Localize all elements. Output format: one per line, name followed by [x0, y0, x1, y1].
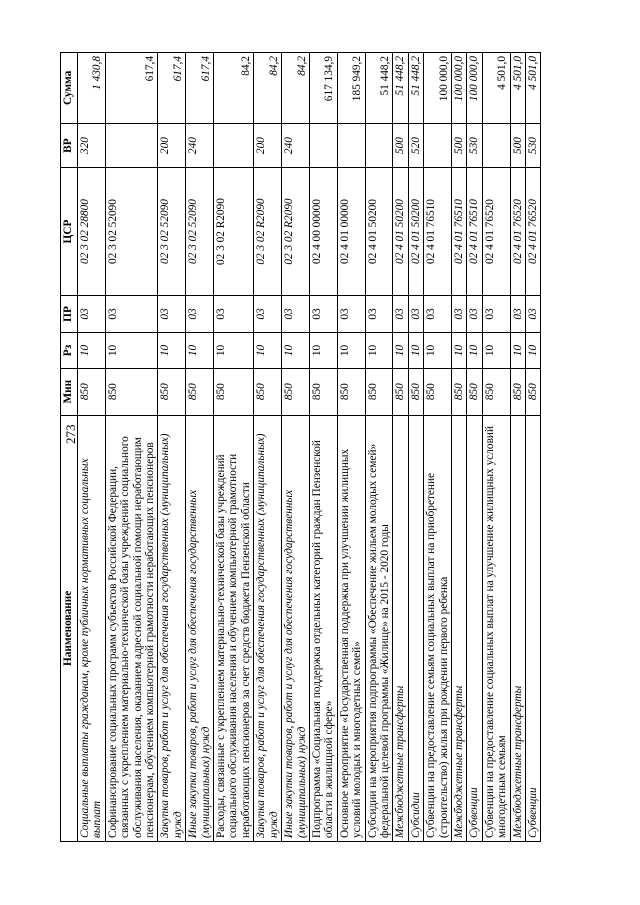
cell-pr: 03 — [105, 295, 158, 333]
cell-pr: 03 — [451, 295, 466, 333]
table-row — [424, 53, 452, 842]
cell-name: Подпрограмма «Социальная поддержка отдельных категорий граждан Пензенской области в жилищной сфере» — [309, 415, 337, 841]
cell-pr: 03 — [408, 295, 423, 333]
table-row — [186, 53, 214, 842]
header-rz: Рз — [61, 333, 78, 368]
cell-sum: 4 501,0 — [482, 53, 510, 124]
cell-name: Субвенции — [526, 415, 541, 841]
cell-rz: 10 — [451, 333, 466, 368]
cell-vr: 240 — [186, 123, 214, 168]
cell-pr: 03 — [526, 295, 541, 333]
cell-min: 850 — [482, 368, 510, 415]
cell-vr — [105, 123, 158, 168]
cell-sum: 617,4 — [105, 53, 158, 124]
cell-vr: 530 — [467, 123, 482, 168]
cell-rz: 10 — [510, 333, 525, 368]
cell-sum: 100 000,0 — [451, 53, 466, 124]
header-vr: ВР — [61, 123, 78, 168]
cell-pr: 03 — [186, 295, 214, 333]
cell-vr: 240 — [282, 123, 310, 168]
cell-pr: 03 — [158, 295, 186, 333]
table-row — [482, 53, 510, 842]
cell-csr: 02 3 02 52090 — [105, 168, 158, 295]
cell-sum: 1 430,8 — [78, 53, 106, 124]
cell-min: 850 — [186, 368, 214, 415]
cell-pr: 03 — [482, 295, 510, 333]
table-row — [526, 53, 541, 842]
cell-name: Субсидии — [408, 415, 423, 841]
cell-pr: 03 — [337, 295, 365, 333]
cell-name: Субвенции на предоставление семьям социальных выплат на приобретение (строительство) жилья при рождении первого ребенка — [424, 415, 452, 841]
table-row — [214, 53, 254, 842]
table-row — [365, 53, 393, 842]
cell-rz: 10 — [105, 333, 158, 368]
cell-csr: 02 4 01 76520 — [482, 168, 510, 295]
table-row — [78, 53, 106, 842]
cell-vr: 500 — [393, 123, 408, 168]
table-row — [337, 53, 365, 842]
cell-name: Иные закупки товаров, работ и услуг для обеспечения государственных (муниципальных) нужд — [282, 415, 310, 841]
cell-csr: 02 4 01 50200 — [408, 168, 423, 295]
header-pr: ПР — [61, 295, 78, 333]
cell-sum: 84,2 — [282, 53, 310, 124]
cell-name: Основное мероприятие «Государственная поддержка при улучшении жилищных условий молодых и многодетных семей» — [337, 415, 365, 841]
cell-name: Межбюджетные трансферты — [451, 415, 466, 841]
table-row — [408, 53, 423, 842]
cell-min: 850 — [282, 368, 310, 415]
cell-csr: 02 3 02 R2090 — [214, 168, 254, 295]
cell-name: Закупка товаров, работ и услуг для обеспечения государственных (муниципальных) нужд — [158, 415, 186, 841]
cell-sum: 51 448,2 — [393, 53, 408, 124]
cell-csr: 02 3 02 R2090 — [282, 168, 310, 295]
cell-min: 850 — [510, 368, 525, 415]
rotated-page-content — [60, 52, 565, 842]
table-row — [393, 53, 408, 842]
cell-vr: 500 — [451, 123, 466, 168]
cell-rz: 10 — [309, 333, 337, 368]
table-row — [451, 53, 466, 842]
header-sum: Сумма — [61, 53, 78, 124]
cell-csr: 02 4 01 50200 — [393, 168, 408, 295]
cell-rz: 10 — [158, 333, 186, 368]
cell-vr — [482, 123, 510, 168]
cell-rz: 10 — [186, 333, 214, 368]
cell-rz: 10 — [408, 333, 423, 368]
page-number: 273 — [63, 424, 78, 444]
cell-csr: 02 4 01 76510 — [424, 168, 452, 295]
cell-csr: 02 4 01 76510 — [467, 168, 482, 295]
cell-min: 850 — [526, 368, 541, 415]
cell-min: 850 — [105, 368, 158, 415]
cell-pr: 03 — [309, 295, 337, 333]
cell-rz: 10 — [526, 333, 541, 368]
cell-name: Межбюджетные трансферты — [510, 415, 525, 841]
table-header-row — [61, 53, 78, 842]
cell-name: Субвенции на предоставление социальных выплат на улучшение жилищных условий многодетным семьям — [482, 415, 510, 841]
cell-vr: 200 — [158, 123, 186, 168]
cell-rz: 10 — [254, 333, 282, 368]
table-row — [254, 53, 282, 842]
header-csr: ЦСР — [61, 168, 78, 295]
cell-min: 850 — [254, 368, 282, 415]
cell-csr: 02 4 01 76520 — [510, 168, 525, 295]
cell-name: Расходы, связанные с укреплением материально-технической базы учреждений социального обслуживания населения и обучением компьютерной грамотности неработающих пенсионеров за счет средств бюджета Пензенской области — [214, 415, 254, 841]
cell-csr: 02 4 01 50200 — [365, 168, 393, 295]
cell-sum: 51 448,2 — [365, 53, 393, 124]
cell-sum: 100 000,0 — [424, 53, 452, 124]
cell-min: 850 — [365, 368, 393, 415]
cell-min: 850 — [309, 368, 337, 415]
cell-rz: 10 — [393, 333, 408, 368]
cell-vr — [309, 123, 337, 168]
cell-sum: 617,4 — [186, 53, 214, 124]
table-body — [78, 53, 541, 842]
cell-sum: 185 949,2 — [337, 53, 365, 124]
cell-rz: 10 — [282, 333, 310, 368]
cell-pr: 03 — [214, 295, 254, 333]
table-row — [510, 53, 525, 842]
cell-min: 850 — [214, 368, 254, 415]
cell-name: Закупка товаров, работ и услуг для обеспечения государственных (муниципальных) нужд — [254, 415, 282, 841]
header-name: Наименование — [61, 415, 78, 841]
cell-name: Субвенции — [467, 415, 482, 841]
budget-table — [60, 52, 541, 842]
cell-pr: 03 — [282, 295, 310, 333]
table-row — [105, 53, 158, 842]
cell-csr: 02 4 01 76510 — [451, 168, 466, 295]
cell-rz: 10 — [424, 333, 452, 368]
table-row — [467, 53, 482, 842]
cell-pr: 03 — [393, 295, 408, 333]
cell-min: 850 — [78, 368, 106, 415]
cell-rz: 10 — [482, 333, 510, 368]
cell-name: Субсидии на мероприятия подпрограммы «Обеспечение жильем молодых семей» федеральной целевой программы «Жилище» на 2015 - 2020 годы — [365, 415, 393, 841]
table-row — [309, 53, 337, 842]
cell-min: 850 — [158, 368, 186, 415]
cell-vr: 320 — [78, 123, 106, 168]
cell-sum: 84,2 — [254, 53, 282, 124]
cell-rz: 10 — [365, 333, 393, 368]
cell-sum: 100 000,0 — [467, 53, 482, 124]
table-row — [282, 53, 310, 842]
cell-sum: 617,4 — [158, 53, 186, 124]
cell-min: 850 — [451, 368, 466, 415]
cell-pr: 03 — [424, 295, 452, 333]
cell-vr: 520 — [408, 123, 423, 168]
cell-csr: 02 4 01 00000 — [337, 168, 365, 295]
cell-pr: 03 — [467, 295, 482, 333]
cell-csr: 02 3 02 28800 — [78, 168, 106, 295]
cell-vr — [214, 123, 254, 168]
cell-name: Иные закупки товаров, работ и услуг для обеспечения государственных (муниципальных) нужд — [186, 415, 214, 841]
cell-vr: 200 — [254, 123, 282, 168]
cell-rz: 10 — [78, 333, 106, 368]
cell-name: Социальные выплаты гражданам, кроме публичных нормативных социальных выплат — [78, 415, 106, 841]
cell-rz: 10 — [467, 333, 482, 368]
cell-csr: 02 4 00 00000 — [309, 168, 337, 295]
cell-name: Софинансирование социальных программ субъектов Российской Федерации, связанных с укреплением материально-технической базы учреждений социального обслуживания населения, оказанием адресной социальной помощи неработающим пенсионерам, обучением компьютерной грамотности неработающих пенсионеров — [105, 415, 158, 841]
cell-pr: 03 — [254, 295, 282, 333]
cell-sum: 617 134,9 — [309, 53, 337, 124]
cell-vr: 530 — [526, 123, 541, 168]
cell-min: 850 — [393, 368, 408, 415]
cell-rz: 10 — [214, 333, 254, 368]
cell-sum: 4 501,0 — [510, 53, 525, 124]
cell-vr — [365, 123, 393, 168]
cell-min: 850 — [337, 368, 365, 415]
cell-rz: 10 — [337, 333, 365, 368]
cell-min: 850 — [408, 368, 423, 415]
cell-sum: 51 448,2 — [408, 53, 423, 124]
cell-pr: 03 — [510, 295, 525, 333]
cell-sum: 4 501,0 — [526, 53, 541, 124]
cell-pr: 03 — [365, 295, 393, 333]
cell-csr: 02 3 02 R2090 — [254, 168, 282, 295]
cell-min: 850 — [467, 368, 482, 415]
cell-vr: 500 — [510, 123, 525, 168]
cell-sum: 84,2 — [214, 53, 254, 124]
cell-csr: 02 3 02 52090 — [158, 168, 186, 295]
cell-pr: 03 — [78, 295, 106, 333]
table-row — [158, 53, 186, 842]
cell-name: Межбюджетные трансферты — [393, 415, 408, 841]
cell-csr: 02 4 01 76520 — [526, 168, 541, 295]
cell-csr: 02 3 02 52090 — [186, 168, 214, 295]
cell-vr — [424, 123, 452, 168]
cell-min: 850 — [424, 368, 452, 415]
cell-vr — [337, 123, 365, 168]
header-min: Мин — [61, 368, 78, 415]
